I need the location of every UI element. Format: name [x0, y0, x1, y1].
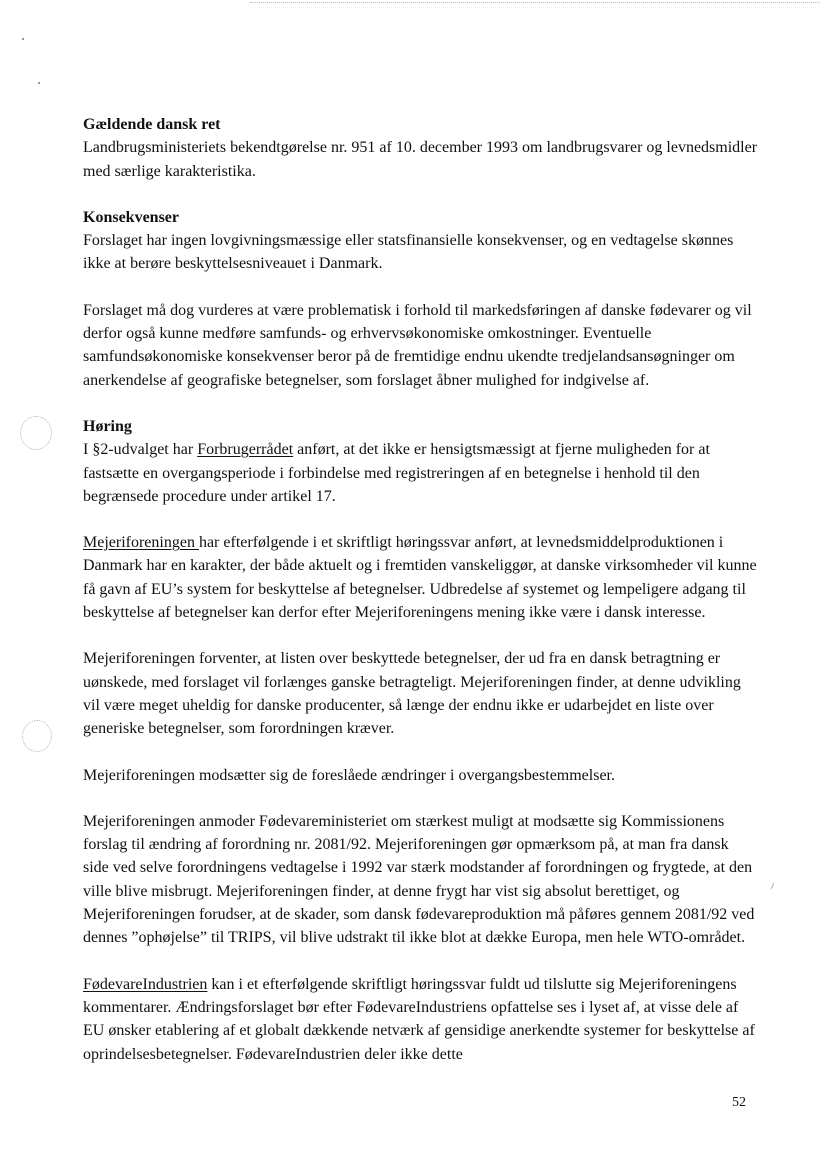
section-text: Landbrugsministeriets bekendtgørelse nr. 951 af 10. december 1993 om landbrugsvarer og levnedsmidler med særlige karakteristika.	[83, 139, 758, 180]
scan-top-edge	[250, 2, 820, 3]
organization-forbrugerraadet: Forbrugerrådet	[197, 441, 294, 459]
horing-paragraph: Mejeriforeningen forventer, at listen over beskyttede betegnelser, der ud fra en dansk betragtning er uønskede, med forslaget vil forlænges ganske betragteligt. Mejeriforeningen finder, at denne udvikling vil være meget uheldig for danske producenter, så længe der endnu ikke er udarbejdet en liste over generiske betegnelser, som forordningen kræver.	[83, 650, 741, 738]
punch-hole	[22, 720, 52, 752]
scan-speck	[22, 38, 24, 40]
horing-paragraph-forbrugerraadet	[83, 438, 758, 508]
organization-foedevareindustrien: FødevareIndustrien	[83, 975, 208, 993]
organization-mejeriforeningen: Mejeriforeningen	[83, 534, 199, 552]
horing-paragraph-mejeriforeningen	[83, 531, 758, 624]
horing-paragraph: Mejeriforeningen anmoder Fødevareministeriet om stærkest muligt at modsætte sig Kommissionens forslag til ændring af forordning nr. 2081/92. Mejeriforeningen gør opmærksom på, at man fra dansk side ved selve forordningens vedtagelse i 1992 var stærk modstander af forordningen og frygtede, at den ville blive misbrugt. Mejeriforeningen finder, at denne frygt har vist sig absolut berettiget, og Mejeriforeningen forudser, at de skader, som dansk fødevareproduktion må påføres gennem 2081/92 ved dennes ”ophøjelse” til TRIPS, vil blive udstrakt til ikke blot at dække Europa, men hele WTO-området.	[83, 812, 755, 947]
page-number: 52	[732, 1095, 746, 1110]
horing-paragraph-foedevareindustrien	[83, 973, 758, 1066]
punch-hole	[20, 416, 52, 450]
section-heading: Konsekvenser	[83, 208, 179, 226]
paragraph-text: anført, at det ikke er hensigtsmæssigt at fjerne muligheden for at fastsætte en overgangsperiode i forbindelse med registreringen af en betegnelse i henhold til den begrænsede procedure under artikel 17.	[83, 441, 710, 505]
section-horing	[83, 415, 758, 1066]
scan-speck	[38, 82, 40, 84]
section-konsekvenser	[83, 206, 758, 392]
section-heading: Høring	[83, 417, 132, 435]
section-text: Forslaget har ingen lovgivningsmæssige eller statsfinansielle konsekvenser, og en vedtagelse skønnes ikke at berøre beskyttelsesniveauet i Danmark.	[83, 232, 734, 273]
section-text: Forslaget må dog vurderes at være problematisk i forhold til markedsføringen af danske fødevarer og vil derfor også kunne medføre samfunds- og erhvervsøkonomiske omkostninger. Eventuelle samfundsøkonomiske konsekvenser beror på de fremtidige endnu ukendte tredjelandsansøgninger om anerkendelse af geografiske betegnelser, som forslaget åbner mulighed for indgivelse af.	[83, 301, 752, 389]
section-gaeldende-dansk-ret	[83, 113, 758, 183]
document-body	[83, 113, 758, 1089]
section-heading: Gældende dansk ret	[83, 116, 221, 133]
scan-speck	[770, 882, 774, 890]
horing-paragraph: Mejeriforeningen modsætter sig de foreslåede ændringer i overgangsbestemmelser.	[83, 766, 615, 784]
paragraph-text: I §2-udvalget har	[83, 441, 198, 459]
paragraph-text: kan i et efterfølgende skriftligt høringssvar fuldt ud tilslutte sig Mejeriforeningens kommentarer. Ændringsforslaget bør efter FødevareIndustriens opfattelse ses i lyset af, at visse dele af EU ønsker etablering af et globalt dækkende netværk af gensidige anerkendte systemer for beskyttelse af oprindelsesbetegnelser. FødevareIndustrien deler ikke dette	[83, 975, 755, 1063]
paragraph-text: har efterfølgende i et skriftligt høringssvar anført, at levnedsmiddelproduktionen i Danmark har en karakter, der både aktuelt og i fremtiden vanskeliggør, at danske virksomheder vil kunne få gavn af EU’s system for beskyttelse af betegnelser. Udbredelse af systemet og lempeligere adgang til beskyttelse af betegnelser kan derfor efter Mejeriforeningens mening ikke være i dansk interesse.	[83, 534, 757, 622]
